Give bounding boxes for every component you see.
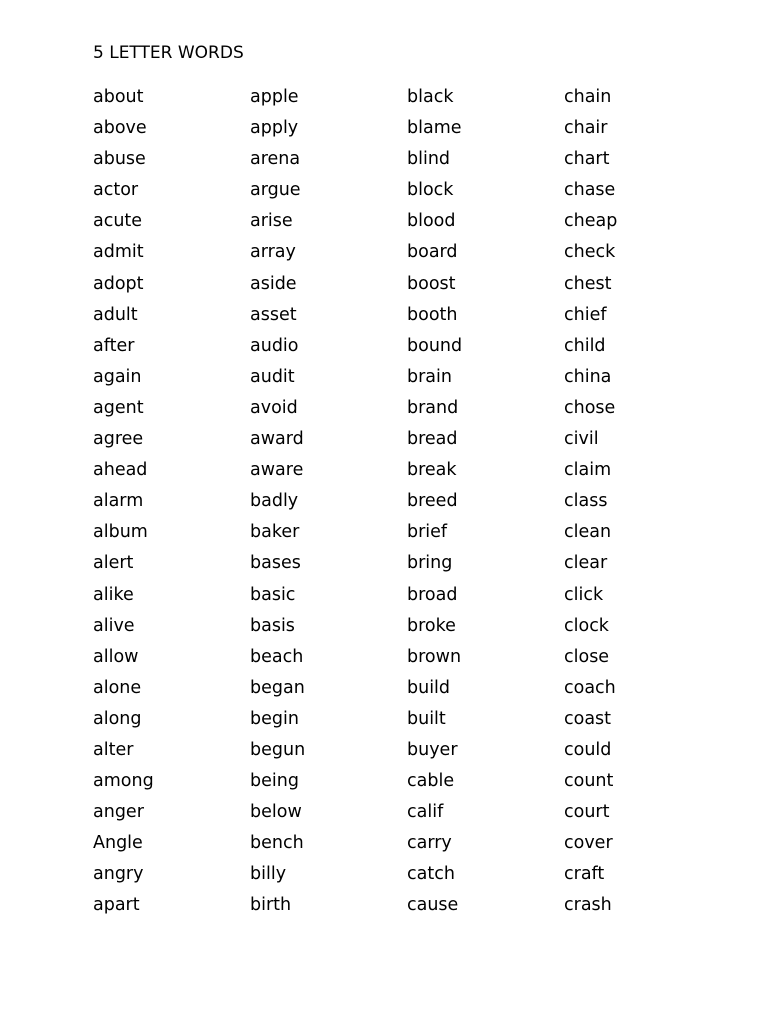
word-item: chart bbox=[564, 149, 610, 170]
word-item: aware bbox=[250, 460, 304, 481]
word-item: crash bbox=[564, 895, 612, 916]
word-item: clock bbox=[564, 615, 609, 636]
word-item: check bbox=[564, 242, 616, 263]
word-item: alarm bbox=[93, 491, 144, 512]
word-item: apart bbox=[93, 895, 140, 916]
word-item: black bbox=[407, 87, 454, 107]
word-item: click bbox=[564, 584, 604, 605]
word-item: basis bbox=[250, 615, 295, 636]
word-item: bound bbox=[407, 335, 463, 356]
word-item: blind bbox=[407, 149, 451, 170]
word-item: could bbox=[564, 739, 612, 760]
word-item: alive bbox=[93, 615, 135, 636]
word-item: buyer bbox=[407, 739, 458, 760]
word-item: asset bbox=[250, 304, 297, 325]
word-item: apple bbox=[250, 87, 299, 107]
word-item: begin bbox=[250, 708, 299, 729]
word-item: album bbox=[93, 522, 148, 543]
word-item: arena bbox=[250, 149, 301, 170]
word-item: alone bbox=[93, 677, 142, 698]
word-item: break bbox=[407, 460, 457, 481]
word-item: built bbox=[407, 708, 446, 729]
word-item: cheap bbox=[564, 211, 618, 232]
word-item: award bbox=[250, 429, 304, 450]
word-item: again bbox=[93, 366, 142, 387]
word-item: count bbox=[564, 771, 614, 792]
word-item: billy bbox=[250, 864, 287, 885]
word-item: anger bbox=[93, 802, 144, 823]
word-item: coast bbox=[564, 708, 612, 729]
page-title: 5 LETTER WORDS bbox=[93, 43, 244, 63]
word-item: claim bbox=[564, 460, 612, 481]
word-item: along bbox=[93, 708, 142, 729]
word-item: china bbox=[564, 366, 612, 387]
word-item: class bbox=[564, 491, 608, 512]
word-item: ahead bbox=[93, 460, 148, 481]
word-item: blood bbox=[407, 211, 456, 232]
word-item: arise bbox=[250, 211, 293, 232]
word-item: bench bbox=[250, 833, 304, 854]
word-item: chief bbox=[564, 304, 607, 325]
word-item: brain bbox=[407, 366, 452, 387]
word-item: build bbox=[407, 677, 451, 698]
word-item: child bbox=[564, 335, 606, 356]
word-item: brown bbox=[407, 646, 462, 667]
word-item: adopt bbox=[93, 273, 144, 294]
word-item: booth bbox=[407, 304, 458, 325]
word-column bbox=[407, 86, 564, 926]
word-item: Angle bbox=[93, 833, 143, 854]
word-item: begun bbox=[250, 739, 306, 760]
word-item: after bbox=[93, 335, 135, 356]
word-item: carry bbox=[407, 833, 452, 854]
word-item: boost bbox=[407, 273, 456, 294]
word-item: chair bbox=[564, 118, 608, 139]
word-item: acute bbox=[93, 211, 143, 232]
word-item: badly bbox=[250, 491, 299, 512]
word-item: court bbox=[564, 802, 610, 823]
word-item: block bbox=[407, 180, 454, 201]
word-item: among bbox=[93, 771, 154, 792]
word-item: board bbox=[407, 242, 458, 263]
word-item: chase bbox=[564, 180, 616, 201]
word-item: angry bbox=[93, 864, 144, 885]
word-item: brand bbox=[407, 397, 459, 418]
word-item: cause bbox=[407, 895, 459, 916]
word-item: brief bbox=[407, 522, 448, 543]
word-item: aside bbox=[250, 273, 297, 294]
word-item: audio bbox=[250, 335, 299, 356]
word-item: coach bbox=[564, 677, 616, 698]
word-item: catch bbox=[407, 864, 455, 885]
word-column bbox=[93, 86, 250, 926]
word-item: about bbox=[93, 87, 144, 107]
word-item: broad bbox=[407, 584, 458, 605]
word-item: clean bbox=[564, 522, 612, 543]
word-item: craft bbox=[564, 864, 605, 885]
word-item: alert bbox=[93, 553, 134, 574]
word-item: actor bbox=[93, 180, 139, 201]
word-item: began bbox=[250, 677, 305, 698]
word-item: cable bbox=[407, 771, 455, 792]
word-item: bases bbox=[250, 553, 301, 574]
word-item: chose bbox=[564, 397, 616, 418]
word-item: argue bbox=[250, 180, 301, 201]
word-item: birth bbox=[250, 895, 292, 916]
word-item: array bbox=[250, 242, 296, 263]
word-item: close bbox=[564, 646, 610, 667]
word-item: apply bbox=[250, 118, 299, 139]
word-item: clear bbox=[564, 553, 608, 574]
word-item: basic bbox=[250, 584, 296, 605]
word-item: allow bbox=[93, 646, 139, 667]
word-item: below bbox=[250, 802, 302, 823]
word-item: adult bbox=[93, 304, 138, 325]
word-item: audit bbox=[250, 366, 295, 387]
word-item: blame bbox=[407, 118, 462, 139]
word-item: broke bbox=[407, 615, 456, 636]
word-item: agent bbox=[93, 397, 144, 418]
word-column bbox=[250, 86, 407, 926]
word-item: bring bbox=[407, 553, 453, 574]
word-item: alike bbox=[93, 584, 134, 605]
word-item: abuse bbox=[93, 149, 146, 170]
word-column bbox=[564, 86, 721, 926]
word-list bbox=[93, 86, 721, 926]
word-item: chain bbox=[564, 87, 612, 107]
word-item: admit bbox=[93, 242, 144, 263]
word-item: calif bbox=[407, 802, 444, 823]
word-item: alter bbox=[93, 739, 134, 760]
word-item: being bbox=[250, 771, 299, 792]
word-item: baker bbox=[250, 522, 300, 543]
word-item: avoid bbox=[250, 397, 298, 418]
word-item: above bbox=[93, 118, 147, 139]
word-item: chest bbox=[564, 273, 612, 294]
word-item: beach bbox=[250, 646, 304, 667]
word-item: agree bbox=[93, 429, 144, 450]
word-item: breed bbox=[407, 491, 458, 512]
word-item: civil bbox=[564, 429, 599, 450]
word-item: bread bbox=[407, 429, 458, 450]
word-item: cover bbox=[564, 833, 613, 854]
